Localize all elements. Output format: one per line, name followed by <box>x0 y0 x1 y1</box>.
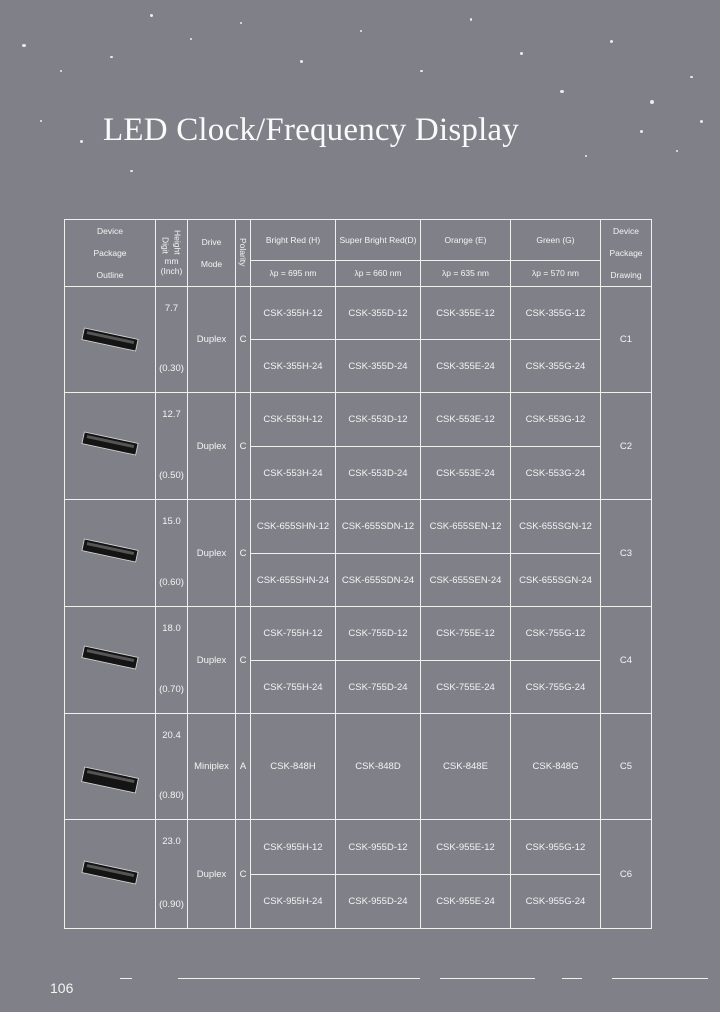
part-number: CSK-955E-24 <box>421 875 511 929</box>
polarity-cell: C <box>236 287 251 393</box>
package-outline-image <box>65 287 156 393</box>
part-number: CSK-355E-12 <box>421 287 511 340</box>
drive-mode-cell: Duplex <box>188 287 236 393</box>
header-device-package-drawing: Device Package Drawing <box>601 220 652 287</box>
drawing-cell: C3 <box>601 500 652 607</box>
drawing-cell: C4 <box>601 607 652 714</box>
part-number: CSK-755G-24 <box>511 661 601 714</box>
part-number: CSK-755E-12 <box>421 607 511 661</box>
digit-height-cell: 23.0 (0.90) <box>156 820 188 929</box>
part-number: CSK-553D-24 <box>336 447 421 500</box>
part-number: CSK-655SEN-12 <box>421 500 511 554</box>
header-polarity: Polarity <box>236 220 251 287</box>
display-module-drawing <box>81 431 138 455</box>
polarity-cell: A <box>236 714 251 820</box>
part-number: CSK-355H-24 <box>251 340 336 393</box>
header-drive-mode: Drive Mode <box>188 220 236 287</box>
drawing-cell: C5 <box>601 714 652 820</box>
polarity-cell: C <box>236 607 251 714</box>
display-module-drawing <box>81 766 139 793</box>
part-number: CSK-553H-12 <box>251 393 336 447</box>
part-number: CSK-955H-12 <box>251 820 336 875</box>
part-number: CSK-553D-12 <box>336 393 421 447</box>
part-number: CSK-655SEN-24 <box>421 554 511 607</box>
part-number: CSK-848G <box>511 714 601 820</box>
wavelength-super-bright-red: λp = 660 nm <box>336 260 421 286</box>
part-number: CSK-553G-12 <box>511 393 601 447</box>
part-number: CSK-955G-12 <box>511 820 601 875</box>
part-number: CSK-655SHN-12 <box>251 500 336 554</box>
page-number: 106 <box>50 980 74 996</box>
part-number: CSK-355D-24 <box>336 340 421 393</box>
part-number: CSK-553G-24 <box>511 447 601 500</box>
wavelength-green: λp = 570 nm <box>511 260 601 286</box>
part-number: CSK-955D-12 <box>336 820 421 875</box>
digit-height-cell: 7.7 (0.30) <box>156 287 188 393</box>
header-orange: Orange (E) <box>421 220 511 261</box>
footer-rule <box>562 978 582 979</box>
part-number: CSK-655SDN-24 <box>336 554 421 607</box>
header-device-package-outline: Device Package Outline <box>65 220 156 287</box>
part-number: CSK-755H-24 <box>251 661 336 714</box>
part-number: CSK-355G-24 <box>511 340 601 393</box>
product-table <box>64 219 652 929</box>
page-title: LED Clock/Frequency Display <box>103 112 519 148</box>
header-bright-red: Bright Red (H) <box>251 220 336 261</box>
polarity-cell: C <box>236 820 251 929</box>
drawing-cell: C2 <box>601 393 652 500</box>
part-number: CSK-848H <box>251 714 336 820</box>
part-number: CSK-755D-24 <box>336 661 421 714</box>
display-module-drawing <box>81 327 138 351</box>
digit-height-cell: 18.0 (0.70) <box>156 607 188 714</box>
display-module-drawing <box>81 538 138 562</box>
drive-mode-cell: Duplex <box>188 820 236 929</box>
footer-rule <box>178 978 420 979</box>
part-number: CSK-655SHN-24 <box>251 554 336 607</box>
part-number: CSK-355E-24 <box>421 340 511 393</box>
part-number: CSK-755E-24 <box>421 661 511 714</box>
drive-mode-cell: Duplex <box>188 607 236 714</box>
part-number: CSK-655SGN-12 <box>511 500 601 554</box>
package-outline-image <box>65 393 156 500</box>
digit-height-cell: 15.0 (0.60) <box>156 500 188 607</box>
display-module-drawing <box>81 645 138 669</box>
part-number: CSK-755D-12 <box>336 607 421 661</box>
footer-rule <box>120 978 132 979</box>
drawing-cell: C6 <box>601 820 652 929</box>
part-number: CSK-848D <box>336 714 421 820</box>
part-number: CSK-755G-12 <box>511 607 601 661</box>
part-number: CSK-553E-12 <box>421 393 511 447</box>
package-outline-image <box>65 714 156 820</box>
part-number: CSK-955E-12 <box>421 820 511 875</box>
part-number: CSK-955G-24 <box>511 875 601 929</box>
part-number: CSK-848E <box>421 714 511 820</box>
drawing-cell: C1 <box>601 287 652 393</box>
part-number: CSK-553H-24 <box>251 447 336 500</box>
part-number: CSK-755H-12 <box>251 607 336 661</box>
part-number: CSK-355G-12 <box>511 287 601 340</box>
part-number: CSK-655SGN-24 <box>511 554 601 607</box>
package-outline-image <box>65 500 156 607</box>
part-number: CSK-955D-24 <box>336 875 421 929</box>
part-number: CSK-955H-24 <box>251 875 336 929</box>
footer-rule <box>440 978 535 979</box>
drive-mode-cell: Duplex <box>188 393 236 500</box>
header-digit-height: Digit Height mm (Inch) <box>156 220 188 287</box>
digit-height-cell: 20.4 (0.80) <box>156 714 188 820</box>
drive-mode-cell: Duplex <box>188 500 236 607</box>
polarity-cell: C <box>236 500 251 607</box>
display-module-drawing <box>81 860 138 884</box>
header-super-bright-red: Super Bright Red(D) <box>336 220 421 261</box>
footer-rule <box>612 978 708 979</box>
part-number: CSK-355D-12 <box>336 287 421 340</box>
wavelength-orange: λp = 635 nm <box>421 260 511 286</box>
part-number: CSK-655SDN-12 <box>336 500 421 554</box>
package-outline-image <box>65 607 156 714</box>
wavelength-bright-red: λp = 695 nm <box>251 260 336 286</box>
header-green: Green (G) <box>511 220 601 261</box>
part-number: CSK-553E-24 <box>421 447 511 500</box>
polarity-cell: C <box>236 393 251 500</box>
part-number: CSK-355H-12 <box>251 287 336 340</box>
package-outline-image <box>65 820 156 929</box>
drive-mode-cell: Miniplex <box>188 714 236 820</box>
digit-height-cell: 12.7 (0.50) <box>156 393 188 500</box>
